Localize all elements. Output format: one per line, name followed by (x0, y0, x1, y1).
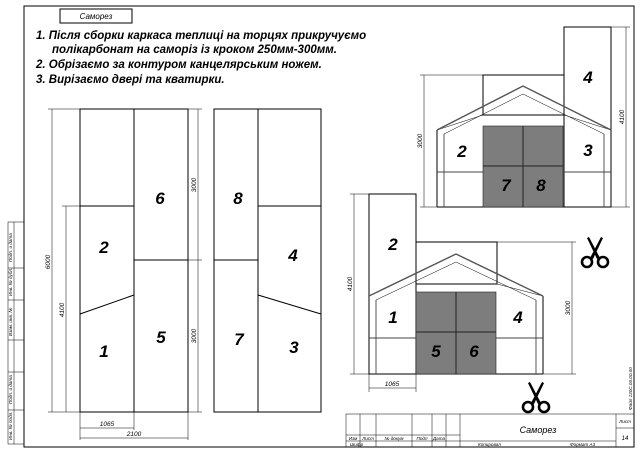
dim-1065: 1065 (99, 421, 115, 428)
tb-header-doc: № докум (384, 436, 404, 441)
tb-header-izm: Изм (348, 436, 358, 441)
stamp-label-4: Подп. и дата (8, 375, 13, 404)
tb-checked-label: Копировал (478, 442, 501, 447)
instruction-1-cont: полікарбонат на саморіз із кроком 250мм-300мм. (52, 44, 337, 56)
panel-label-2: 2 (99, 238, 109, 257)
dim-6000: 6000 (45, 254, 52, 270)
end-top-label-8: 8 (536, 176, 546, 195)
end-top-label-2: 2 (457, 142, 467, 161)
dim-end-bottom-4100: 4100 (347, 276, 354, 292)
instructions (35, 30, 366, 86)
tb-sheet-label: Лист (619, 419, 631, 424)
tb-vertical-code: Файл 130С.00.00.00 (628, 367, 633, 410)
tb-header-podp: Подп (416, 436, 428, 441)
stamp-label-1: Подп. и дата (8, 233, 13, 262)
end-bottom-label-6: 6 (469, 342, 479, 361)
dim-end-top-3000: 3000 (417, 133, 424, 149)
end-top-label-7: 7 (501, 176, 511, 195)
dim-3000-upper: 3000 (191, 177, 198, 193)
panel-label-5: 5 (156, 328, 166, 347)
stamp-label-2: Инв. № дубл. (8, 267, 13, 296)
end-wall-bottom (347, 194, 576, 392)
tb-sheet-number: 14 (621, 436, 629, 442)
panel-label-6: 6 (155, 189, 165, 208)
panel-label-8: 8 (233, 189, 243, 208)
end-bottom-label-5: 5 (431, 342, 441, 361)
end-top-label-3: 3 (583, 141, 593, 160)
stamp-label-3: Взам. инв. № (8, 307, 13, 336)
end-top-label-4: 4 (583, 68, 593, 87)
page-border (24, 6, 634, 447)
dim-end-top-4100: 4100 (619, 109, 626, 125)
sheets-left (45, 109, 202, 440)
end-bottom-label-4: 4 (513, 308, 523, 327)
instruction-2: 2. Обрізаємо за контуром канцелярським ножем. (36, 59, 322, 71)
panel-label-1: 1 (99, 342, 109, 361)
dim-2100: 2100 (126, 431, 142, 438)
instruction-1: 1. Після сборки каркаса теплиці на торцях прикручуємо (36, 30, 367, 42)
stamp-label-5: Инв. № подл. (8, 411, 13, 440)
sheets-middle (214, 109, 321, 412)
dim-4100: 4100 (59, 302, 66, 318)
panel-label-7: 7 (234, 330, 244, 349)
dim-end-bottom-3000: 3000 (565, 300, 572, 316)
tb-header-date: Дата (432, 436, 446, 441)
dim-3000-lower: 3000 (191, 328, 198, 344)
panel-label-3: 3 (289, 338, 299, 357)
end-bottom-label-1: 1 (388, 308, 398, 327)
tb-drawing-name: Саморез (519, 425, 557, 435)
end-wall-top (417, 27, 630, 207)
tb-format: Формат A3 (570, 442, 596, 447)
scissors-icon (582, 237, 608, 267)
panel-label-4: 4 (288, 246, 298, 265)
dim-end-bottom-1065: 1065 (384, 381, 400, 388)
scissors-icon (523, 382, 549, 412)
title-block (346, 367, 634, 447)
instruction-3: 3. Вирізаємо двері та кватирки. (36, 74, 225, 86)
tb-developer-label: Шифр (350, 442, 364, 447)
title-tab-text: Саморез (79, 12, 113, 21)
side-stamp (8, 222, 24, 444)
title-tab (60, 9, 132, 23)
end-bottom-label-2: 2 (388, 235, 398, 254)
tb-header-list: Лист (362, 436, 374, 441)
